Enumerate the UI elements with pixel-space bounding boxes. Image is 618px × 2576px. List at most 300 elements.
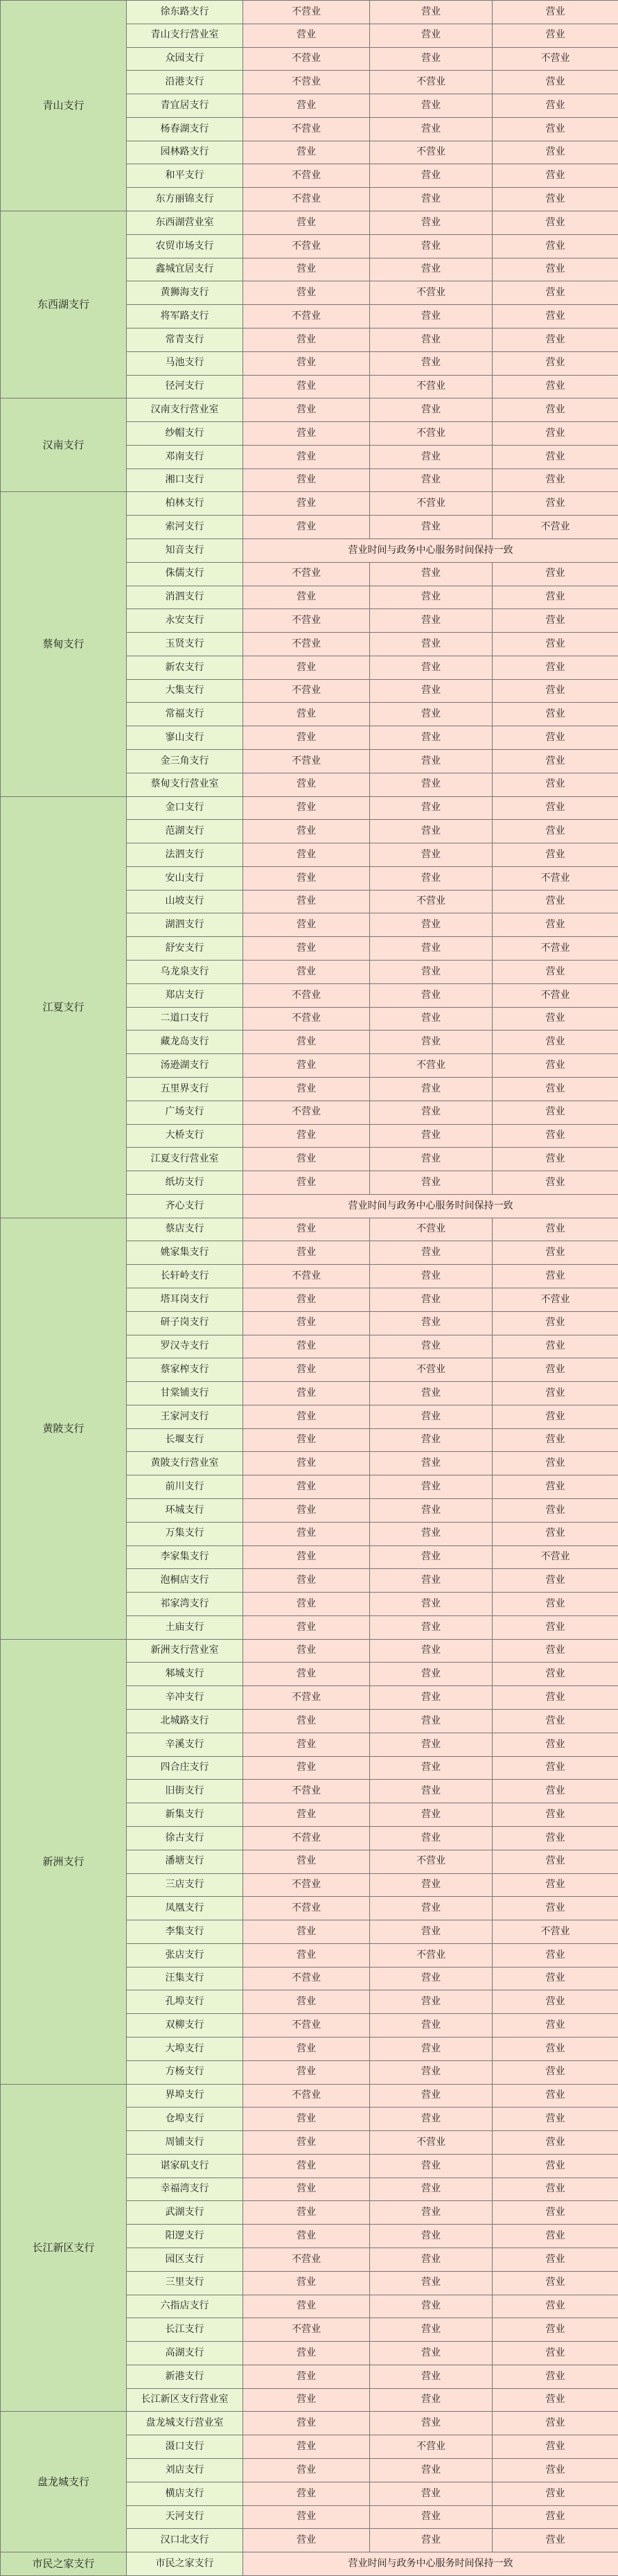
branch-name: 塔耳岗支行 [127, 1288, 243, 1311]
status-cell: 营业 [370, 1428, 493, 1452]
status-cell: 营业 [370, 445, 493, 468]
status-cell: 营业 [243, 2365, 370, 2388]
status-cell: 营业 [370, 2505, 493, 2529]
status-cell: 营业 [493, 117, 618, 141]
status-cell: 营业 [370, 726, 493, 750]
district-name: 东西湖支行 [1, 211, 127, 398]
branch-name: 黄陂支行营业室 [127, 1452, 243, 1475]
status-cell: 营业 [370, 2271, 493, 2295]
status-cell: 营业 [493, 633, 618, 656]
status-cell: 营业 [243, 1171, 370, 1195]
status-cell: 营业 [493, 1428, 618, 1452]
status-cell: 营业 [370, 913, 493, 937]
status-cell: 营业 [370, 843, 493, 867]
status-cell: 营业 [243, 2342, 370, 2365]
branch-name: 新集支行 [127, 1803, 243, 1827]
status-cell: 营业 [370, 796, 493, 820]
branch-name: 张店支行 [127, 1943, 243, 1967]
status-cell: 不营业 [370, 2131, 493, 2155]
status-cell: 营业 [370, 1171, 493, 1195]
status-cell: 营业 [370, 773, 493, 796]
status-cell: 营业 [493, 2435, 618, 2459]
status-cell: 营业 [493, 2482, 618, 2505]
status-cell: 营业 [243, 1148, 370, 1171]
status-cell: 营业 [370, 2318, 493, 2342]
status-cell: 营业 [493, 1218, 618, 1241]
branch-name: 五里界支行 [127, 1077, 243, 1101]
branch-name: 前川支行 [127, 1475, 243, 1499]
status-cell: 营业 [493, 2178, 618, 2201]
status-cell: 营业 [370, 1288, 493, 1311]
status-cell: 营业 [243, 1639, 370, 1663]
branch-name: 幸福湾支行 [127, 2178, 243, 2201]
status-cell: 营业 [493, 2342, 618, 2365]
status-cell: 营业 [493, 796, 618, 820]
branch-name: 鑫城宜居支行 [127, 258, 243, 281]
branch-name: 谌家矶支行 [127, 2154, 243, 2178]
status-cell: 营业 [243, 1943, 370, 1967]
status-cell: 营业 [493, 492, 618, 516]
status-cell: 营业 [370, 24, 493, 47]
branch-name: 三里支行 [127, 2271, 243, 2295]
status-cell: 不营业 [493, 1545, 618, 1569]
status-cell: 营业 [243, 1710, 370, 1733]
status-cell: 营业 [370, 1803, 493, 1827]
status-cell: 营业 [243, 1335, 370, 1358]
status-cell: 不营业 [243, 305, 370, 328]
status-cell: 营业 [370, 1593, 493, 1616]
status-cell: 营业 [493, 2388, 618, 2412]
branch-name: 法泗支行 [127, 843, 243, 867]
status-cell: 营业 [493, 961, 618, 984]
status-cell: 不营业 [243, 2014, 370, 2038]
status-cell: 营业 [370, 1405, 493, 1428]
branch-name: 园林路支行 [127, 141, 243, 164]
status-cell: 营业 [370, 1920, 493, 1944]
branch-name: 汤逊湖支行 [127, 1054, 243, 1078]
branch-name: 武湖支行 [127, 2201, 243, 2225]
status-cell: 营业 [493, 1522, 618, 1545]
status-cell: 营业 [370, 211, 493, 235]
status-cell: 营业 [493, 703, 618, 726]
table-row [1, 2412, 618, 2435]
branch-name: 天河支行 [127, 2505, 243, 2529]
table-row [1, 211, 618, 235]
status-cell: 营业 [243, 2459, 370, 2482]
branch-name: 三店支行 [127, 1873, 243, 1897]
status-cell: 营业 [493, 445, 618, 468]
status-cell: 营业 [370, 1897, 493, 1920]
status-cell: 营业 [370, 2388, 493, 2412]
branch-name: 王家河支行 [127, 1405, 243, 1428]
status-cell: 营业 [493, 726, 618, 750]
status-cell: 营业 [243, 2108, 370, 2131]
status-cell: 营业 [493, 656, 618, 679]
status-cell: 营业 [493, 2084, 618, 2108]
status-cell: 营业 [370, 47, 493, 71]
branch-name: 辛溪支行 [127, 1733, 243, 1756]
status-cell: 不营业 [243, 1686, 370, 1710]
status-cell: 营业 [493, 1405, 618, 1428]
status-cell: 不营业 [243, 562, 370, 586]
status-cell: 营业 [493, 1475, 618, 1499]
branch-name: 齐心支行 [127, 1194, 243, 1218]
status-cell: 不营业 [493, 516, 618, 539]
status-cell: 营业 [493, 1850, 618, 1873]
status-cell: 营业 [493, 2014, 618, 2038]
status-cell: 不营业 [493, 1288, 618, 1311]
status-cell: 不营业 [243, 609, 370, 633]
status-cell: 营业 [370, 2037, 493, 2060]
branch-name: 汉口北支行 [127, 2529, 243, 2552]
table-row [1, 398, 618, 422]
status-cell: 不营业 [243, 750, 370, 773]
status-cell: 营业 [243, 1031, 370, 1054]
status-cell: 营业 [243, 1428, 370, 1452]
branch-name: 马池支行 [127, 351, 243, 375]
status-cell: 营业 [493, 164, 618, 188]
district-name: 青山支行 [1, 1, 127, 211]
status-cell: 营业 [493, 2225, 618, 2248]
branch-name: 广场支行 [127, 1101, 243, 1124]
branch-name: 舒安支行 [127, 937, 243, 961]
status-cell: 营业 [243, 2271, 370, 2295]
status-cell: 营业 [493, 1686, 618, 1710]
branch-name: 新农支行 [127, 656, 243, 679]
status-cell: 营业 [370, 820, 493, 843]
status-cell: 营业 [243, 1311, 370, 1335]
status-cell: 不营业 [370, 2435, 493, 2459]
branch-name: 刘店支行 [127, 2459, 243, 2482]
branch-name: 东西湖营业室 [127, 211, 243, 235]
status-cell: 营业 [243, 773, 370, 796]
status-cell: 营业 [370, 1077, 493, 1101]
status-cell: 营业 [243, 2037, 370, 2060]
table-row [1, 492, 618, 516]
status-cell: 营业 [243, 1405, 370, 1428]
status-cell: 营业 [493, 1639, 618, 1663]
branch-name: 藏龙岛支行 [127, 1031, 243, 1054]
branch-name: 郑店支行 [127, 983, 243, 1007]
branch-name: 园区支行 [127, 2248, 243, 2272]
branch-name: 青山支行营业室 [127, 24, 243, 47]
status-cell: 营业 [493, 94, 618, 118]
status-cell: 营业 [493, 2131, 618, 2155]
status-cell: 营业 [243, 1358, 370, 1382]
status-cell: 营业 [243, 2388, 370, 2412]
status-cell: 营业 [243, 1663, 370, 1686]
status-cell: 不营业 [243, 1967, 370, 1990]
branch-name: 双柳支行 [127, 2014, 243, 2038]
status-cell: 营业 [370, 586, 493, 609]
status-cell: 营业 [493, 1241, 618, 1265]
status-cell: 不营业 [370, 1218, 493, 1241]
status-cell: 不营业 [370, 1850, 493, 1873]
status-cell: 营业 [370, 2412, 493, 2435]
status-cell: 营业 [370, 2060, 493, 2084]
status-cell: 不营业 [243, 1826, 370, 1850]
branch-name: 消泗支行 [127, 586, 243, 609]
status-cell: 营业 [243, 468, 370, 492]
branch-name: 新洲支行营业室 [127, 1639, 243, 1663]
status-cell: 营业 [243, 2505, 370, 2529]
status-cell: 营业 [493, 468, 618, 492]
status-cell: 营业 [243, 1803, 370, 1827]
status-cell: 营业 [493, 586, 618, 609]
status-cell: 营业 [243, 2482, 370, 2505]
status-cell: 营业 [243, 961, 370, 984]
branch-name: 汪集支行 [127, 1967, 243, 1990]
branch-name: 纱帽支行 [127, 422, 243, 446]
status-cell: 营业 [243, 211, 370, 235]
branch-name: 罗汉寺支行 [127, 1335, 243, 1358]
status-cell: 不营业 [370, 375, 493, 398]
status-cell: 营业 [493, 1077, 618, 1101]
status-cell: 营业 [243, 1615, 370, 1639]
status-cell: 营业 [243, 258, 370, 281]
branch-name: 永安支行 [127, 609, 243, 633]
status-cell: 营业 [243, 1077, 370, 1101]
status-cell: 营业 [243, 1990, 370, 2014]
unified-hours-note: 营业时间与政务中心服务时间保持一致 [243, 1194, 618, 1218]
branch-name: 阳逻支行 [127, 2225, 243, 2248]
status-cell: 营业 [243, 516, 370, 539]
status-cell: 营业 [370, 1710, 493, 1733]
branch-name: 李家集支行 [127, 1545, 243, 1569]
branch-name: 潘塘支行 [127, 1850, 243, 1873]
status-cell: 不营业 [370, 422, 493, 446]
status-cell: 营业 [493, 1967, 618, 1990]
district-name: 长江新区支行 [1, 2084, 127, 2412]
branch-name: 山坡支行 [127, 890, 243, 913]
branch-name: 新港支行 [127, 2365, 243, 2388]
status-cell: 营业 [370, 1967, 493, 1990]
status-cell: 营业 [370, 188, 493, 211]
branch-name: 东方丽锦支行 [127, 188, 243, 211]
branch-name: 长堰支行 [127, 1428, 243, 1452]
status-cell: 营业 [493, 1733, 618, 1756]
status-cell: 营业 [243, 1288, 370, 1311]
status-cell: 营业 [243, 351, 370, 375]
status-cell: 营业 [370, 234, 493, 258]
status-cell: 营业 [493, 1710, 618, 1733]
branch-name: 长轩岭支行 [127, 1265, 243, 1288]
status-cell: 营业 [370, 305, 493, 328]
branch-name: 仓埠支行 [127, 2108, 243, 2131]
status-cell: 营业 [493, 2459, 618, 2482]
branch-name: 长江新区支行营业室 [127, 2388, 243, 2412]
branch-name: 李集支行 [127, 1920, 243, 1944]
branch-name: 甘棠铺支行 [127, 1382, 243, 1405]
status-cell: 营业 [243, 656, 370, 679]
status-cell: 营业 [370, 1124, 493, 1148]
status-cell: 营业 [493, 2412, 618, 2435]
status-cell: 营业 [243, 1545, 370, 1569]
status-cell: 营业 [370, 2529, 493, 2552]
status-cell: 营业 [370, 2201, 493, 2225]
status-cell: 营业 [493, 1826, 618, 1850]
status-cell: 营业 [493, 1101, 618, 1124]
status-cell: 营业 [370, 1335, 493, 1358]
branch-name: 周铺支行 [127, 2131, 243, 2155]
branch-name: 黄狮海支行 [127, 281, 243, 305]
status-cell: 营业 [370, 656, 493, 679]
status-cell: 营业 [243, 2060, 370, 2084]
status-cell: 营业 [493, 188, 618, 211]
status-cell: 营业 [370, 351, 493, 375]
status-cell: 营业 [243, 937, 370, 961]
status-cell: 营业 [243, 2225, 370, 2248]
branch-name: 常青支行 [127, 328, 243, 351]
branch-name: 知音支行 [127, 538, 243, 562]
status-cell: 营业 [370, 2178, 493, 2201]
branch-name: 研子岗支行 [127, 1311, 243, 1335]
branch-name: 湖泗支行 [127, 913, 243, 937]
status-cell: 营业 [370, 2342, 493, 2365]
status-cell: 营业 [243, 2178, 370, 2201]
status-cell: 不营业 [243, 1007, 370, 1031]
status-cell: 营业 [243, 703, 370, 726]
status-cell: 营业 [493, 1780, 618, 1803]
status-cell: 营业 [493, 1335, 618, 1358]
branch-name: 横店支行 [127, 2482, 243, 2505]
status-cell: 不营业 [370, 1054, 493, 1078]
branch-name: 和平支行 [127, 164, 243, 188]
status-cell: 营业 [243, 24, 370, 47]
status-cell: 营业 [370, 2482, 493, 2505]
status-cell: 营业 [493, 750, 618, 773]
status-cell: 营业 [493, 375, 618, 398]
status-cell: 营业 [243, 1499, 370, 1523]
status-cell: 不营业 [370, 890, 493, 913]
status-cell: 营业 [243, 1733, 370, 1756]
branch-name: 金口支行 [127, 796, 243, 820]
district-name: 市民之家支行 [1, 2552, 127, 2576]
branch-name: 邾城支行 [127, 1663, 243, 1686]
status-cell: 营业 [243, 422, 370, 446]
status-cell: 营业 [493, 1171, 618, 1195]
status-cell: 营业 [370, 1569, 493, 1593]
status-cell: 营业 [370, 1031, 493, 1054]
status-cell: 营业 [243, 2295, 370, 2318]
status-cell: 营业 [243, 726, 370, 750]
status-cell: 营业 [493, 1615, 618, 1639]
branch-name: 沿港支行 [127, 71, 243, 94]
status-cell: 营业 [243, 586, 370, 609]
status-cell: 营业 [493, 2365, 618, 2388]
status-cell: 不营业 [243, 1101, 370, 1124]
status-cell: 营业 [493, 2505, 618, 2529]
status-cell: 不营业 [370, 1943, 493, 1967]
status-cell: 营业 [493, 1148, 618, 1171]
branch-name: 长江支行 [127, 2318, 243, 2342]
status-cell: 不营业 [243, 679, 370, 703]
branch-name: 徐东路支行 [127, 1, 243, 24]
status-cell: 营业 [243, 141, 370, 164]
status-cell: 营业 [493, 562, 618, 586]
status-cell: 营业 [370, 1311, 493, 1335]
status-cell: 营业 [370, 2459, 493, 2482]
status-cell: 营业 [493, 2271, 618, 2295]
status-cell: 营业 [493, 422, 618, 446]
branch-name: 六指店支行 [127, 2295, 243, 2318]
branch-name: 径河支行 [127, 375, 243, 398]
status-cell: 营业 [493, 2060, 618, 2084]
status-cell: 营业 [370, 1615, 493, 1639]
table-row [1, 1639, 618, 1663]
status-cell: 营业 [493, 211, 618, 235]
status-cell: 不营业 [243, 2318, 370, 2342]
status-cell: 不营业 [243, 1873, 370, 1897]
status-cell: 营业 [370, 1826, 493, 1850]
status-cell: 营业 [243, 1218, 370, 1241]
status-cell: 营业 [493, 1569, 618, 1593]
status-cell: 不营业 [493, 937, 618, 961]
status-cell: 不营业 [370, 281, 493, 305]
status-cell: 营业 [370, 1452, 493, 1475]
status-cell: 营业 [370, 1686, 493, 1710]
status-cell: 不营业 [243, 47, 370, 71]
status-cell: 不营业 [243, 188, 370, 211]
status-cell: 营业 [243, 1054, 370, 1078]
branch-name: 孔埠支行 [127, 1990, 243, 2014]
branch-name: 界埠支行 [127, 2084, 243, 2108]
branch-name: 万集支行 [127, 1522, 243, 1545]
status-cell: 营业 [243, 1756, 370, 1780]
status-cell: 营业 [370, 398, 493, 422]
branch-name: 泡桐店支行 [127, 1569, 243, 1593]
branch-name: 高湖支行 [127, 2342, 243, 2365]
status-cell: 营业 [493, 1990, 618, 2014]
branch-name: 盘龙城支行营业室 [127, 2412, 243, 2435]
status-cell: 不营业 [243, 164, 370, 188]
status-cell: 营业 [370, 1241, 493, 1265]
status-cell: 营业 [493, 258, 618, 281]
branch-name: 安山支行 [127, 866, 243, 890]
branch-name: 金三角支行 [127, 750, 243, 773]
branch-name: 蔡家榨支行 [127, 1358, 243, 1382]
status-cell: 营业 [493, 2201, 618, 2225]
status-cell: 营业 [243, 796, 370, 820]
status-cell: 不营业 [243, 633, 370, 656]
branch-name: 四合庄支行 [127, 1756, 243, 1780]
status-cell: 营业 [493, 679, 618, 703]
status-cell: 营业 [493, 1311, 618, 1335]
status-cell: 营业 [243, 820, 370, 843]
status-cell: 营业 [493, 2248, 618, 2272]
status-cell: 营业 [243, 1920, 370, 1944]
district-name: 新洲支行 [1, 1639, 127, 2084]
district-name: 汉南支行 [1, 398, 127, 492]
status-cell: 营业 [493, 913, 618, 937]
branch-name: 市民之家支行 [127, 2552, 243, 2576]
status-cell: 不营业 [243, 2248, 370, 2272]
status-cell: 营业 [493, 1943, 618, 1967]
status-cell: 营业 [243, 2435, 370, 2459]
status-cell: 不营业 [243, 1, 370, 24]
branch-name: 大埠支行 [127, 2037, 243, 2060]
status-cell: 营业 [493, 1803, 618, 1827]
status-cell: 不营业 [370, 71, 493, 94]
branch-name: 农贸市场支行 [127, 234, 243, 258]
status-cell: 营业 [370, 1265, 493, 1288]
branch-name: 辛冲支行 [127, 1686, 243, 1710]
branch-name: 青宜居支行 [127, 94, 243, 118]
status-cell: 营业 [493, 1124, 618, 1148]
table-row [1, 796, 618, 820]
status-cell: 营业 [493, 609, 618, 633]
status-cell: 营业 [370, 983, 493, 1007]
